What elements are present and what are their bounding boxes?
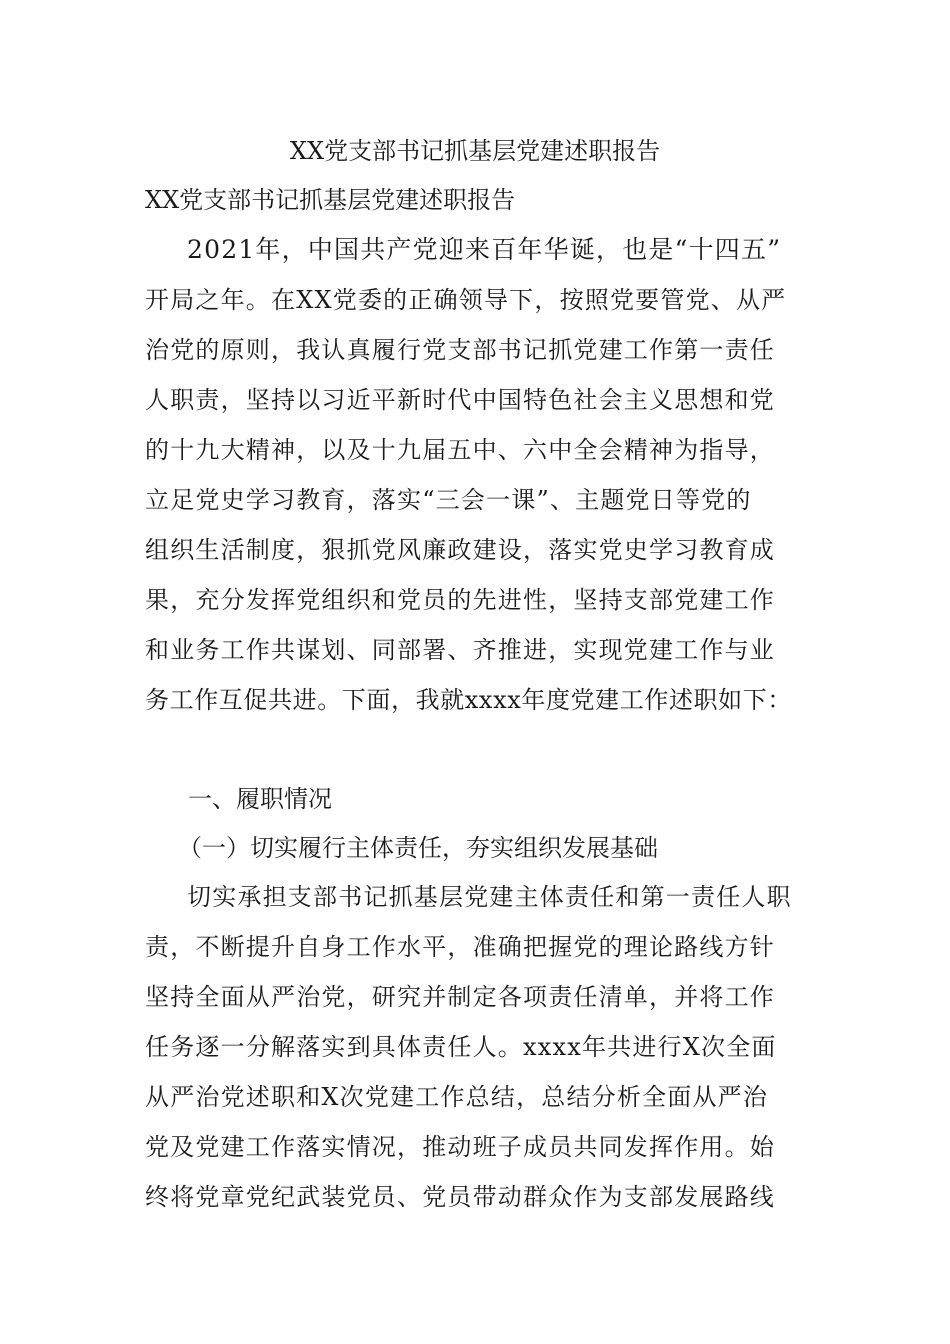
intro-line: 治党的原则，我认真履行党支部书记抓党建工作第一责任 — [145, 336, 775, 364]
intro-line: 务工作互促共进。下面，我就xxxx年度党建工作述职如下： — [145, 686, 792, 714]
subsection-heading-1-1: （一）切实履行主体责任，夯实组织发展基础 — [178, 834, 658, 862]
body-line: 从严治党述职和X次党建工作总结，总结分析全面从严治 — [145, 1083, 769, 1111]
section-heading-1: 一、履职情况 — [188, 785, 332, 813]
intro-line: 人职责，坚持以习近平新时代中国特色社会主义思想和党 — [145, 386, 775, 414]
intro-line: 组织生活制度，狠抓党风廉政建设，落实党史学习教育成 — [145, 536, 775, 564]
intro-line: 2021年，中国共产党迎来百年华诞，也是“十四五” — [187, 235, 782, 264]
intro-line: 开局之年。在XX党委的正确领导下，按照党要管党、从严 — [145, 286, 787, 314]
intro-line: 果，充分发挥党组织和党员的先进性，坚持支部党建工作 — [145, 586, 775, 614]
body-line: 责，不断提升自身工作水平，准确把握党的理论路线方针 — [145, 933, 775, 961]
section1-paragraph — [145, 879, 845, 1229]
intro-paragraph — [145, 232, 845, 732]
document-title: XX党支部书记抓基层党建述职报告 — [289, 137, 661, 165]
body-line: 终将党章党纪武装党员、党员带动群众作为支部发展路线 — [145, 1183, 775, 1211]
body-line: 切实承担支部书记抓基层党建主体责任和第一责任人职 — [187, 883, 792, 911]
body-line: 任务逐一分解落实到具体责任人。xxxx年共进行X次全面 — [145, 1033, 777, 1061]
document-subtitle: XX党支部书记抓基层党建述职报告 — [145, 186, 516, 214]
intro-line: 的十九大精神，以及十九届五中、六中全会精神为指导， — [145, 436, 775, 464]
body-line: 坚持全面从严治党，研究并制定各项责任清单，并将工作 — [145, 983, 775, 1011]
intro-line: 立足党史学习教育，落实“三会一课”、主题党日等党的 — [145, 486, 752, 514]
body-line: 党及党建工作落实情况，推动班子成员共同发挥作用。始 — [145, 1133, 775, 1161]
intro-line: 和业务工作共谋划、同部署、齐推进，实现党建工作与业 — [145, 636, 775, 664]
